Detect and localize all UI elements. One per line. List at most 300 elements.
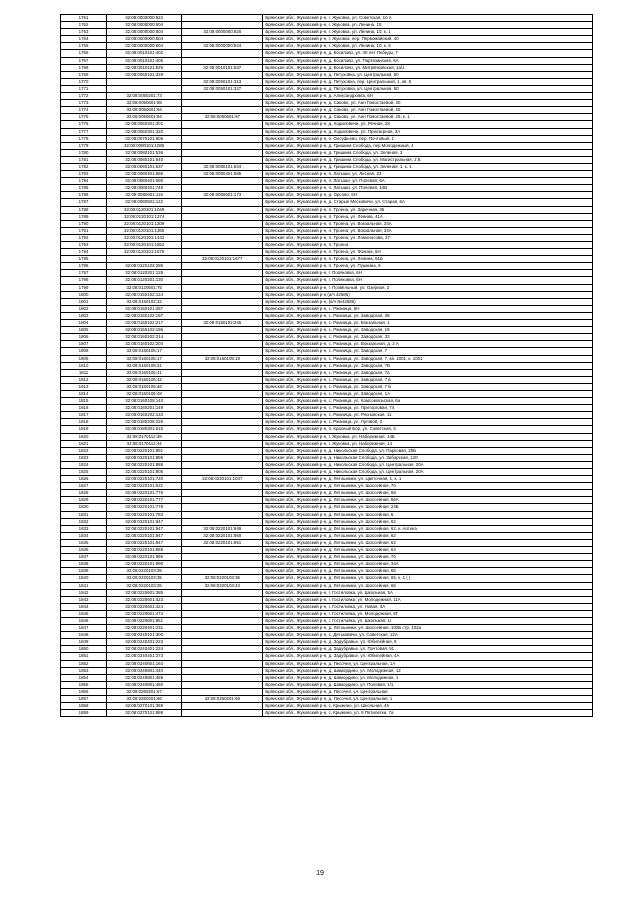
linked-cadastral-number-cell xyxy=(182,653,263,660)
row-number-cell: 1849 xyxy=(61,639,107,646)
row-number-cell: 1812 xyxy=(61,376,107,383)
cadastral-number-cell: 32:08:0160105:17 xyxy=(107,348,182,355)
table-row xyxy=(61,85,593,92)
linked-cadastral-number-cell xyxy=(182,50,263,57)
linked-cadastral-number-cell xyxy=(182,426,263,433)
linked-cadastral-number-cell xyxy=(182,405,263,412)
linked-cadastral-number-cell xyxy=(182,36,263,43)
cadastral-number-cell: 32:08:0220101:783 xyxy=(107,511,182,518)
linked-cadastral-number-cell xyxy=(182,305,263,312)
table-row xyxy=(61,220,593,227)
table-row xyxy=(61,639,593,646)
cadastral-number-cell: 32:08:0160101:257 xyxy=(107,305,182,312)
linked-cadastral-number-cell: 32:08:0220101:951 xyxy=(182,539,263,546)
table-row xyxy=(61,539,593,546)
address-cell: Брянская обл., Жуковский р-н, д. Шамордино, ул. Полевая, 1/1 xyxy=(263,681,593,688)
linked-cadastral-number-cell xyxy=(182,234,263,241)
linked-cadastral-number-cell xyxy=(182,433,263,440)
cadastral-number-cell: 32:08:0240401:373 xyxy=(107,653,182,660)
row-number-cell: 1786 xyxy=(61,192,107,199)
table-row xyxy=(61,490,593,497)
address-cell: Брянская обл., Жуковский р-н, д. Летошники, ул. Шоссейная, 58 xyxy=(263,490,593,497)
address-cell: Брянская обл., Жуковский р-н, г. Поляковка, 6Н xyxy=(263,270,593,277)
cadastral-number-cell: 32:08:0050301:301 xyxy=(107,121,182,128)
linked-cadastral-number-cell xyxy=(182,454,263,461)
table-row xyxy=(61,36,593,43)
cadastral-number-cell: 32:08:0080401:586 xyxy=(107,171,182,178)
table-row xyxy=(61,390,593,397)
table-row xyxy=(61,383,593,390)
address-cell: Брянская обл., Жуковский р-н, д. Летошники, ул. Шоссейная, 102Б стр. 102а xyxy=(263,625,593,632)
address-cell: Брянская обл., Жуковский р-н, д. Летошники, ул. Шоссейная, 6 xyxy=(263,511,593,518)
address-cell: Брянская обл., Жуковский р-н, д. Песочня, ул. Центральная xyxy=(263,688,593,695)
row-number-cell: 1855 xyxy=(61,681,107,688)
address-cell: Брянская обл., Жуковский р-н, д. Никольская Слобода, ул. Центральная, 20А xyxy=(263,461,593,468)
table-row xyxy=(61,227,593,234)
cadastral-number-cell: 32:08:0050601:94 xyxy=(107,114,182,121)
cadastral-number-cell: 32:08:0080101:640 xyxy=(107,156,182,163)
address-cell: Брянская обл., Жуковский р-н, д. Шамордино, ул. Молодежная, 12 xyxy=(263,667,593,674)
table-row xyxy=(61,213,593,220)
registry-table-container xyxy=(60,14,593,717)
row-number-cell: 1835 xyxy=(61,539,107,546)
address-cell: Брянская обл., Жуковский р-н, д. Саково, ул. Анн Гомостаевой, 25 xyxy=(263,107,593,114)
table-row xyxy=(61,461,593,468)
registry-table xyxy=(60,14,593,717)
cadastral-number-cell: 32:08:0270101:369 xyxy=(107,703,182,710)
cadastral-number-cell: 32:08:0150102:32 xyxy=(107,298,182,305)
table-row xyxy=(61,171,593,178)
table-row xyxy=(61,419,593,426)
table-row xyxy=(61,625,593,632)
linked-cadastral-number-cell xyxy=(182,383,263,390)
registry-table-body xyxy=(61,15,593,717)
table-row xyxy=(61,107,593,114)
cadastral-number-cell: 32:08:0120101:1309 xyxy=(107,220,182,227)
row-number-cell: 1788 xyxy=(61,206,107,213)
row-number-cell: 1822 xyxy=(61,447,107,454)
row-number-cell: 1816 xyxy=(61,405,107,412)
linked-cadastral-number-cell xyxy=(182,469,263,476)
address-cell: Брянская обл., Жуковский р-н, д. Гришина Слобода, ул. Магистральная, 2 Б xyxy=(263,156,593,163)
table-row xyxy=(61,554,593,561)
cadastral-number-cell: 32:08:0000000:604 xyxy=(107,22,182,29)
address-cell: Брянская обл., Жуковский р-н, д. Летошники, ул. Шоссейная, 62 xyxy=(263,532,593,539)
cadastral-number-cell: 32:08:0080101:536 xyxy=(107,149,182,156)
address-cell: Брянская обл., Жуковский р-н, п. Латыши, ул. Лесная, 23 xyxy=(263,171,593,178)
cadastral-number-cell: 32:08:0220401:231 xyxy=(107,625,182,632)
page-number: 19 xyxy=(316,870,324,877)
table-row xyxy=(61,163,593,170)
linked-cadastral-number-cell: 32:08:0000000:820 xyxy=(182,29,263,36)
linked-cadastral-number-cell: 32:08:0220101:949 xyxy=(182,525,263,532)
row-number-cell: 1821 xyxy=(61,440,107,447)
row-number-cell: 1845 xyxy=(61,610,107,617)
row-number-cell: 1790 xyxy=(61,220,107,227)
cadastral-number-cell: 32:08:0160102:217 xyxy=(107,320,182,327)
cadastral-number-cell: 32:08:0160102:204 xyxy=(107,341,182,348)
row-number-cell: 1774 xyxy=(61,107,107,114)
linked-cadastral-number-cell xyxy=(182,135,263,142)
cadastral-number-cell: 32:08:0220601:385 xyxy=(107,589,182,596)
cadastral-number-cell: 32:08:0000000:622 xyxy=(107,15,182,22)
linked-cadastral-number-cell xyxy=(182,632,263,639)
cadastral-number-cell: 32:08:0080601:116 xyxy=(107,192,182,199)
cadastral-number-cell: 32:08:0180301:510 xyxy=(107,426,182,433)
cadastral-number-cell: 32:08:0220101:947 xyxy=(107,518,182,525)
address-cell: Брянская обл., Жуковский р-н, г. Жуковка, ул. Ленина, 10, к. 8 xyxy=(263,43,593,50)
address-cell: Брянская обл., Жуковский р-н, д. Косилово, ул. Партизанская, 6А xyxy=(263,57,593,64)
linked-cadastral-number-cell: 32:08:0220103:43 xyxy=(182,582,263,589)
row-number-cell: 1830 xyxy=(61,504,107,511)
cadastral-number-cell: 32:08:0220101:888 xyxy=(107,461,182,468)
cadastral-number-cell: 32:08:0220101:966 xyxy=(107,554,182,561)
row-number-cell: 1784 xyxy=(61,178,107,185)
row-number-cell: 1819 xyxy=(61,426,107,433)
table-row xyxy=(61,121,593,128)
address-cell: Брянская обл., Жуковский р-н, д. Александровка, 6Н xyxy=(263,93,593,100)
linked-cadastral-number-cell xyxy=(182,483,263,490)
address-cell: Брянская обл., Жуковский р-н, д. Никольская Слобода, ул. Парковая, 25Б xyxy=(263,447,593,454)
cadastral-number-cell: 32:08:0220101:720 xyxy=(107,476,182,483)
cadastral-number-cell: 32:08:0160201:149 xyxy=(107,405,182,412)
linked-cadastral-number-cell xyxy=(182,561,263,568)
row-number-cell: 1793 xyxy=(61,242,107,249)
table-row xyxy=(61,22,593,29)
cadastral-number-cell: 32:08:0220101:947 xyxy=(107,532,182,539)
table-row xyxy=(61,405,593,412)
row-number-cell: 1831 xyxy=(61,511,107,518)
cadastral-number-cell: 32:08:0220101:895 xyxy=(107,454,182,461)
row-number-cell: 1777 xyxy=(61,128,107,135)
row-number-cell: 1834 xyxy=(61,532,107,539)
table-row xyxy=(61,398,593,405)
linked-cadastral-number-cell xyxy=(182,298,263,305)
cadastral-number-cell: 32:08:0120101:1360 xyxy=(107,227,182,234)
linked-cadastral-number-cell: 32:08:0160102:246 xyxy=(182,320,263,327)
row-number-cell: 1859 xyxy=(61,710,107,717)
address-cell: Брянская обл., Жуковский р-н, д. Летошники, ул. Шоссейная, 65 xyxy=(263,582,593,589)
cadastral-number-cell: 32:08:0240101:300 xyxy=(107,632,182,639)
table-row xyxy=(61,312,593,319)
table-row xyxy=(61,632,593,639)
address-cell: Брянская обл., Жуковский р-н, с. Ржаница, ул. Заводская, 18 xyxy=(263,327,593,334)
cadastral-number-cell: 32:08:0080101:1085 xyxy=(107,142,182,149)
address-cell: Брянская обл., Жуковский р-н, с. Ржаница, ул. Заводская, 7а xyxy=(263,369,593,376)
row-number-cell: 1846 xyxy=(61,617,107,624)
address-cell: Брянская обл., Жуковский р-н, д. Косилово, ул. 40 лет Победы, 7 xyxy=(263,50,593,57)
table-row xyxy=(61,355,593,362)
table-row xyxy=(61,362,593,369)
table-row xyxy=(61,532,593,539)
address-cell: Брянская обл., Жуковский р-н, с. Крыжино, ул. Школьная, 46 xyxy=(263,703,593,710)
linked-cadastral-number-cell xyxy=(182,178,263,185)
linked-cadastral-number-cell xyxy=(182,710,263,717)
row-number-cell: 1811 xyxy=(61,369,107,376)
row-number-cell: 1764 xyxy=(61,36,107,43)
cadastral-number-cell: 32:08:0220601:423 xyxy=(107,596,182,603)
linked-cadastral-number-cell xyxy=(182,227,263,234)
row-number-cell: 1815 xyxy=(61,398,107,405)
table-row xyxy=(61,114,593,121)
table-row xyxy=(61,610,593,617)
row-number-cell: 1848 xyxy=(61,632,107,639)
row-number-cell: 1841 xyxy=(61,582,107,589)
linked-cadastral-number-cell xyxy=(182,107,263,114)
cadastral-number-cell: 32:08:0000000:604 xyxy=(107,36,182,43)
cadastral-number-cell: 32:08:0050101:329 xyxy=(107,71,182,78)
address-cell: Брянская обл., Жуковский р-н, п. Троена, ул. Фокина, 6Н xyxy=(263,249,593,256)
linked-cadastral-number-cell xyxy=(182,398,263,405)
cadastral-number-cell: 32:08:0120501:75 xyxy=(107,284,182,291)
table-row xyxy=(61,249,593,256)
cadastral-number-cell: 32:08:0050601:85 xyxy=(107,100,182,107)
address-cell: Брянская обл., Жуковский р-н, г. Гостиловка, ул. Школьная, 5А xyxy=(263,589,593,596)
address-cell: Брянская обл., Жуковский р-н, д. Гришина Слобода, пер Молодежный, 4 xyxy=(263,142,593,149)
row-number-cell: 1847 xyxy=(61,625,107,632)
table-row xyxy=(61,561,593,568)
linked-cadastral-number-cell xyxy=(182,419,263,426)
row-number-cell: 1824 xyxy=(61,461,107,468)
row-number-cell: 1817 xyxy=(61,412,107,419)
table-row xyxy=(61,156,593,163)
linked-cadastral-number-cell xyxy=(182,312,263,319)
address-cell: Брянская обл., Жуковский р-н, д. Шамордино, ул. Молодежная, 1 xyxy=(263,674,593,681)
row-number-cell: 1794 xyxy=(61,249,107,256)
address-cell: Брянская обл., Жуковский р-н, д. Песочня, ул. Центральная, 1А xyxy=(263,660,593,667)
row-number-cell: 1839 xyxy=(61,568,107,575)
cadastral-number-cell: 32:08:0160105:31 xyxy=(107,362,182,369)
table-row xyxy=(61,568,593,575)
cadastral-number-cell: 32:08:0220601:474 xyxy=(107,610,182,617)
cadastral-number-cell: 32:08:0120101:1374 xyxy=(107,213,182,220)
table-row xyxy=(61,646,593,653)
row-number-cell: 1792 xyxy=(61,234,107,241)
table-row xyxy=(61,284,593,291)
address-cell: Брянская обл., Жуковский р-н, г. Жуковка, ул. Набережная, 14 xyxy=(263,440,593,447)
address-cell: Брянская обл., Жуковский р-н, г. Жуковка, ул. Советская, 10 А xyxy=(263,15,593,22)
table-row xyxy=(61,696,593,703)
address-cell: Брянская обл., Жуковский р-н, с. Ржаница, ул. Заводская, 38 xyxy=(263,312,593,319)
address-cell: Брянская обл., Жуковский р-н, с. Ржаница, ул. Заводская, 1А xyxy=(263,390,593,397)
cadastral-number-cell: 32:08:0170112:44 xyxy=(107,440,182,447)
address-cell: Брянская обл., Жуковский р-н, п. Латыши, ул. Полевая, 6А xyxy=(263,178,593,185)
linked-cadastral-number-cell: 32:08:0000000:844 xyxy=(182,43,263,50)
address-cell: Брянская обл., Жуковский р-н, п. Троена, ул. Ленина, 61Б xyxy=(263,256,593,263)
table-row xyxy=(61,263,593,270)
address-cell: Брянская обл., Жуковский р-н, п. Красный Бор, ул. Советская, 3 xyxy=(263,426,593,433)
linked-cadastral-number-cell xyxy=(182,639,263,646)
linked-cadastral-number-cell xyxy=(182,270,263,277)
row-number-cell: 1803 xyxy=(61,312,107,319)
table-row xyxy=(61,29,593,36)
table-row xyxy=(61,320,593,327)
address-cell: Брянская обл., Жуковский р-н, д. Летошники, ул. Шоссейная, 56А xyxy=(263,497,593,504)
table-row xyxy=(61,596,593,603)
row-number-cell: 1771 xyxy=(61,85,107,92)
address-cell: Брянская обл., Жуковский р-н, п. Троена, ул. Вокзальная, 34А xyxy=(263,220,593,227)
linked-cadastral-number-cell xyxy=(182,327,263,334)
linked-cadastral-number-cell xyxy=(182,660,263,667)
linked-cadastral-number-cell xyxy=(182,703,263,710)
table-row xyxy=(61,518,593,525)
row-number-cell: 1840 xyxy=(61,575,107,582)
linked-cadastral-number-cell xyxy=(182,440,263,447)
table-row xyxy=(61,43,593,50)
row-number-cell: 1832 xyxy=(61,518,107,525)
row-number-cell: 1767 xyxy=(61,57,107,64)
cadastral-number-cell: 32:08:0260201:66 xyxy=(107,696,182,703)
cadastral-number-cell: 32:08:0080501:122 xyxy=(107,199,182,206)
row-number-cell: 1766 xyxy=(61,50,107,57)
address-cell: Брянская обл., Жуковский р-н, п. Троена, ул. Пушкина, 6 xyxy=(263,263,593,270)
address-cell: Брянская обл., Жуковский р-н, г. Жуковка, пер. Первомайский, 40 xyxy=(263,36,593,43)
cadastral-number-cell: 32:08:0160105:41 xyxy=(107,369,182,376)
cadastral-number-cell: 32:08:0220101:905 xyxy=(107,469,182,476)
linked-cadastral-number-cell xyxy=(182,220,263,227)
table-row xyxy=(61,305,593,312)
row-number-cell: 1837 xyxy=(61,554,107,561)
cadastral-number-cell: 32:08:0080401:745 xyxy=(107,185,182,192)
linked-cadastral-number-cell xyxy=(182,369,263,376)
row-number-cell: 1813 xyxy=(61,383,107,390)
row-number-cell: 1810 xyxy=(61,362,107,369)
linked-cadastral-number-cell xyxy=(182,348,263,355)
table-row xyxy=(61,504,593,511)
row-number-cell: 1761 xyxy=(61,15,107,22)
table-row xyxy=(61,703,593,710)
cadastral-number-cell: 32:08:0220101:776 xyxy=(107,490,182,497)
row-number-cell: 1844 xyxy=(61,603,107,610)
address-cell: Брянская обл., Жуковский р-н, п. Латыши, ул. Полевая, 14Б xyxy=(263,185,593,192)
row-number-cell: 1787 xyxy=(61,199,107,206)
address-cell: Брянская обл., Жуковский р-н, с. Дятьковичи, ул. Советская, 12А xyxy=(263,632,593,639)
linked-cadastral-number-cell xyxy=(182,185,263,192)
address-cell: Брянская обл., Жуковский р-н, д. Никольская Слобода, ул. Центральная, 20А xyxy=(263,469,593,476)
linked-cadastral-number-cell xyxy=(182,547,263,554)
address-cell: Брянская обл., Жуковский р-н, д. Саково, ул. Анн Гомостаевой, 25, к. 1 xyxy=(263,114,593,121)
linked-cadastral-number-cell xyxy=(182,610,263,617)
linked-cadastral-number-cell xyxy=(182,568,263,575)
address-cell: Брянская обл., Жуковский р-н, п. Олсуфьево, пер. Почтовый, 1 xyxy=(263,135,593,142)
cadastral-number-cell: 32:08:0220601:424 xyxy=(107,603,182,610)
table-row xyxy=(61,15,593,22)
address-cell: Брянская обл., Жуковский р-н, д. Летошники, ул. Шоссейная, 64 xyxy=(263,547,593,554)
cadastral-number-cell: 32:08:0120201:130 xyxy=(107,277,182,284)
table-row xyxy=(61,128,593,135)
linked-cadastral-number-cell: 32:08:0010101:637 xyxy=(182,64,263,71)
row-number-cell: 1853 xyxy=(61,667,107,674)
address-cell: Брянская обл., Жуковский р-н, д. Летошники, ул. Шоссейная, 70 xyxy=(263,554,593,561)
linked-cadastral-number-cell: 32:08:0050101:327 xyxy=(182,85,263,92)
address-cell: Брянская обл., Жуковский р-н, п. Троена, ул. Вокзальная, 34А xyxy=(263,227,593,234)
row-number-cell: 1805 xyxy=(61,327,107,334)
table-row xyxy=(61,674,593,681)
linked-cadastral-number-cell xyxy=(182,412,263,419)
row-number-cell: 1850 xyxy=(61,646,107,653)
address-cell: Брянская обл., Жуковский р-н, д. Летошники, ул. Шоссейная, 70 xyxy=(263,483,593,490)
linked-cadastral-number-cell xyxy=(182,142,263,149)
row-number-cell: 1789 xyxy=(61,213,107,220)
linked-cadastral-number-cell xyxy=(182,596,263,603)
row-number-cell: 1809 xyxy=(61,355,107,362)
address-cell: Брянская обл., Жуковский р-н, д. Задубравье, ул. Юбилейная, 9 xyxy=(263,639,593,646)
address-cell: Брянская обл., Жуковский р-н, д. Ходилевичи, ул. Речная, 28 xyxy=(263,121,593,128)
linked-cadastral-number-cell xyxy=(182,15,263,22)
address-cell: Брянская обл., Жуковский р-н, д. Никольская Слобода, ул. Заборская, 120 xyxy=(263,454,593,461)
row-number-cell: 1827 xyxy=(61,483,107,490)
address-cell: Брянская обл., Жуковский р-н, с. Ржаница, ул. Заводская, 32 xyxy=(263,334,593,341)
row-number-cell: 1773 xyxy=(61,100,107,107)
table-row xyxy=(61,135,593,142)
row-number-cell: 1836 xyxy=(61,547,107,554)
table-row xyxy=(61,192,593,199)
row-number-cell: 1801 xyxy=(61,298,107,305)
cadastral-number-cell: 32:08:0240801:460 xyxy=(107,681,182,688)
address-cell: Брянская обл., Жуковский р-н, п. Троена, ул. Заречная, 36 xyxy=(263,206,593,213)
linked-cadastral-number-cell xyxy=(182,617,263,624)
row-number-cell: 1856 xyxy=(61,688,107,695)
address-cell: Брянская обл., Жуковский р-н, с. Крыжино, ул. 9 Пятилетки, 7а xyxy=(263,710,593,717)
cadastral-number-cell: 32:08:0260201:67 xyxy=(107,688,182,695)
row-number-cell: 1833 xyxy=(61,525,107,532)
address-cell: Брянская обл., Жуковский р-н, д. Саково, ул. Анн Гомостаевой, 30 xyxy=(263,100,593,107)
address-cell: Брянская обл., Жуковский р-н, д. Косилово, ул. Митрянковская, 1а/1 xyxy=(263,64,593,71)
cadastral-number-cell: 32:08:0220101:947 xyxy=(107,525,182,532)
linked-cadastral-number-cell xyxy=(182,156,263,163)
linked-cadastral-number-cell: 32:08:0050101:313 xyxy=(182,78,263,85)
cadastral-number-cell: 32:08:0150102:124 xyxy=(107,291,182,298)
row-number-cell: 1762 xyxy=(61,22,107,29)
linked-cadastral-number-cell xyxy=(182,199,263,206)
linked-cadastral-number-cell xyxy=(182,93,263,100)
table-row xyxy=(61,100,593,107)
linked-cadastral-number-cell xyxy=(182,390,263,397)
table-row xyxy=(61,710,593,717)
cadastral-number-cell: 32:08:0160105:42 xyxy=(107,376,182,383)
cadastral-number-cell: 32:08:0220103:35 xyxy=(107,575,182,582)
cadastral-number-cell: 32:08:0220101:958 xyxy=(107,547,182,554)
address-cell: Брянская обл., Жуковский р-н, д. Петуховка, ул. Центральная, 50 xyxy=(263,85,593,92)
row-number-cell: 1804 xyxy=(61,320,107,327)
address-cell: Брянская обл., Жуковский р-н, д. Гришина Слобода, ул. Зеленая, 3 xyxy=(263,149,593,156)
cadastral-number-cell: 32:08:0050601:94 xyxy=(107,107,182,114)
cadastral-number-cell: 32:08:0270101:888 xyxy=(107,710,182,717)
linked-cadastral-number-cell xyxy=(182,504,263,511)
row-number-cell: 1798 xyxy=(61,277,107,284)
address-cell: Брянская обл., Жуковский р-н, д. Летошники, ул. Шоссейная, 34А xyxy=(263,561,593,568)
cadastral-number-cell: 32:08:0010101:405 xyxy=(107,57,182,64)
table-row xyxy=(61,242,593,249)
table-row xyxy=(61,50,593,57)
linked-cadastral-number-cell: 32:08:0080101:634 xyxy=(182,163,263,170)
address-cell: Брянская обл., Жуковский р-н, д. Летошники, ул. Цветочная, 1, к. 1 xyxy=(263,476,593,483)
table-row xyxy=(61,454,593,461)
cadastral-number-cell xyxy=(107,78,182,85)
cadastral-number-cell: 32:08:0000000:604 xyxy=(107,43,182,50)
address-cell: Брянская обл., Жуковский р-н, п. Троена, ул. Ленина, 41А xyxy=(263,213,593,220)
table-row xyxy=(61,447,593,454)
table-row xyxy=(61,575,593,582)
address-cell: Брянская обл., Жуковский р-н, г. Гостиловка, ул. Школьная, 1г xyxy=(263,617,593,624)
row-number-cell: 1763 xyxy=(61,29,107,36)
row-number-cell: 1820 xyxy=(61,433,107,440)
row-number-cell: 1779 xyxy=(61,142,107,149)
table-row xyxy=(61,64,593,71)
table-row xyxy=(61,440,593,447)
address-cell: Брянская обл., Жуковский р-н, д. Ходилевичи, ул. Приозерная, 3А xyxy=(263,128,593,135)
cadastral-number-cell xyxy=(107,256,182,263)
